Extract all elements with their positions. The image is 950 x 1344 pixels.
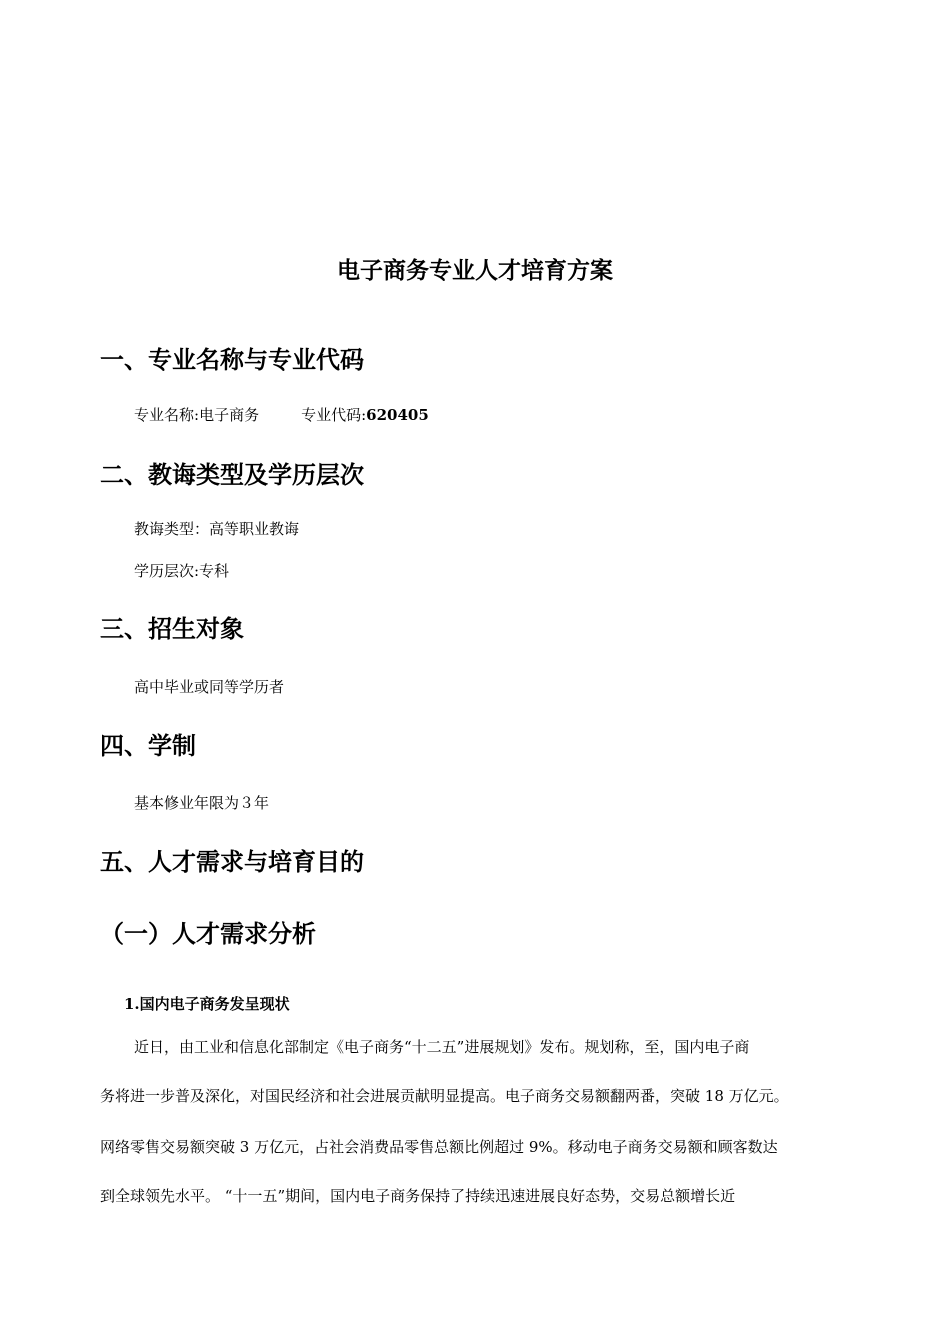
section-5-heading: 五、人才需求与培育目的 bbox=[100, 848, 364, 876]
paragraph-line: 网络零售交易额突破 3 万亿元，占社会消费品零售总额比例超过 9%。移动电子商务交易额和顾客数达 bbox=[100, 1138, 778, 1156]
major-info-line bbox=[134, 404, 429, 425]
paragraph-line: 近日，由工业和信息化部制定《电子商务“十二五”进展规划》发布。规划称，至，国内电子商 bbox=[134, 1038, 750, 1056]
major-code-label: 专业代码: bbox=[301, 406, 367, 424]
enrollment-target-line: 高中毕业或同等学历者 bbox=[134, 678, 285, 696]
item-1-heading: 1.国内电子商务发呈现状 bbox=[124, 995, 290, 1013]
major-name-value: 电子商务 bbox=[199, 406, 260, 424]
section-3-heading: 三、招生对象 bbox=[100, 615, 244, 643]
education-type-line: 教诲类型：高等职业教诲 bbox=[134, 520, 300, 538]
section-1-heading: 一、专业名称与专业代码 bbox=[100, 346, 364, 374]
duration-line: 基本修业年限为３年 bbox=[134, 794, 270, 812]
paragraph-line: 到全球领先水平。 “十一五”期间，国内电子商务保持了持续迅速进展良好态势，交易总额增长近 bbox=[100, 1187, 736, 1205]
section-4-heading: 四、学制 bbox=[100, 732, 196, 760]
paragraph-line: 务将进一步普及深化，对国民经济和社会进展贡献明显提高。电子商务交易额翻两番，突破 18 万亿元。 bbox=[100, 1087, 789, 1105]
education-level-line: 学历层次:专科 bbox=[134, 562, 230, 580]
section-2-heading: 二、教诲类型及学历层次 bbox=[100, 461, 364, 489]
major-code-value: 620405 bbox=[366, 406, 429, 424]
subsection-1-heading: （一）人才需求分析 bbox=[100, 920, 316, 948]
major-name-label: 专业名称: bbox=[134, 406, 200, 424]
document-title: 电子商务专业人才培育方案 bbox=[337, 258, 613, 284]
